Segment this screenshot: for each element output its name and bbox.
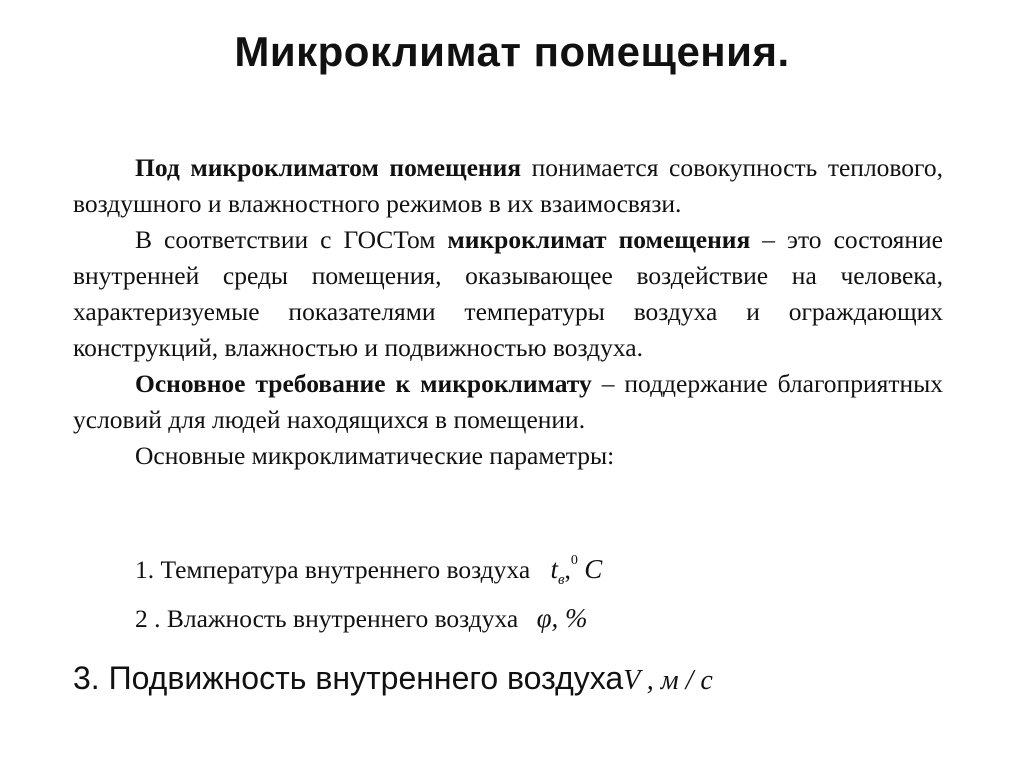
- degree-sign: 0: [570, 553, 578, 568]
- temperature-label: 1. Температура внутреннего воздуха: [135, 555, 531, 584]
- temperature-symbol: t: [550, 554, 559, 584]
- humidity-symbol: φ, %: [536, 603, 588, 633]
- text-body: [73, 150, 943, 474]
- requirement-text: – поддержание благоприятных условий для людей находящихся в помещении.: [73, 369, 943, 434]
- parameter-temperature: [135, 553, 602, 589]
- velocity-label: 3. Подвижность внутреннего воздуха: [73, 660, 624, 696]
- temperature-unit: C: [584, 554, 603, 584]
- humidity-label: 2 . Влажность внутреннего воздуха: [135, 604, 519, 633]
- parameters-heading: Основные микроклиматические параметры:: [135, 441, 615, 470]
- parameter-air-velocity: [73, 660, 713, 697]
- paragraph-definition: [73, 150, 943, 222]
- term-bold: Под микроклиматом помещения: [135, 153, 522, 182]
- paragraph-gost: [73, 222, 943, 366]
- velocity-symbol: V , м / с: [623, 665, 713, 696]
- gost-term-bold: микроклимат помещения: [447, 225, 751, 254]
- slide-title: Микроклимат помещения.: [234, 28, 790, 75]
- definition-text: понимается совокупность теплового, воздушного и влажностного режимов в их взаимосвязи.: [73, 153, 943, 218]
- paragraph-requirement: [73, 366, 943, 438]
- gost-intro: В соответствии с ГОСТом: [135, 225, 448, 254]
- requirement-bold: Основное требование к микроклимату: [135, 369, 592, 398]
- temperature-sep: ,: [564, 555, 571, 584]
- temperature-subscript: в: [558, 572, 565, 588]
- gost-text: – это состояние внутренней среды помещения, оказывающее воздействие на человека, характеризуемые показателями температуры воздуха и ограждающих конструкций, влажностью и подвижностью воздуха.: [73, 225, 943, 362]
- parameter-humidity: [135, 603, 588, 634]
